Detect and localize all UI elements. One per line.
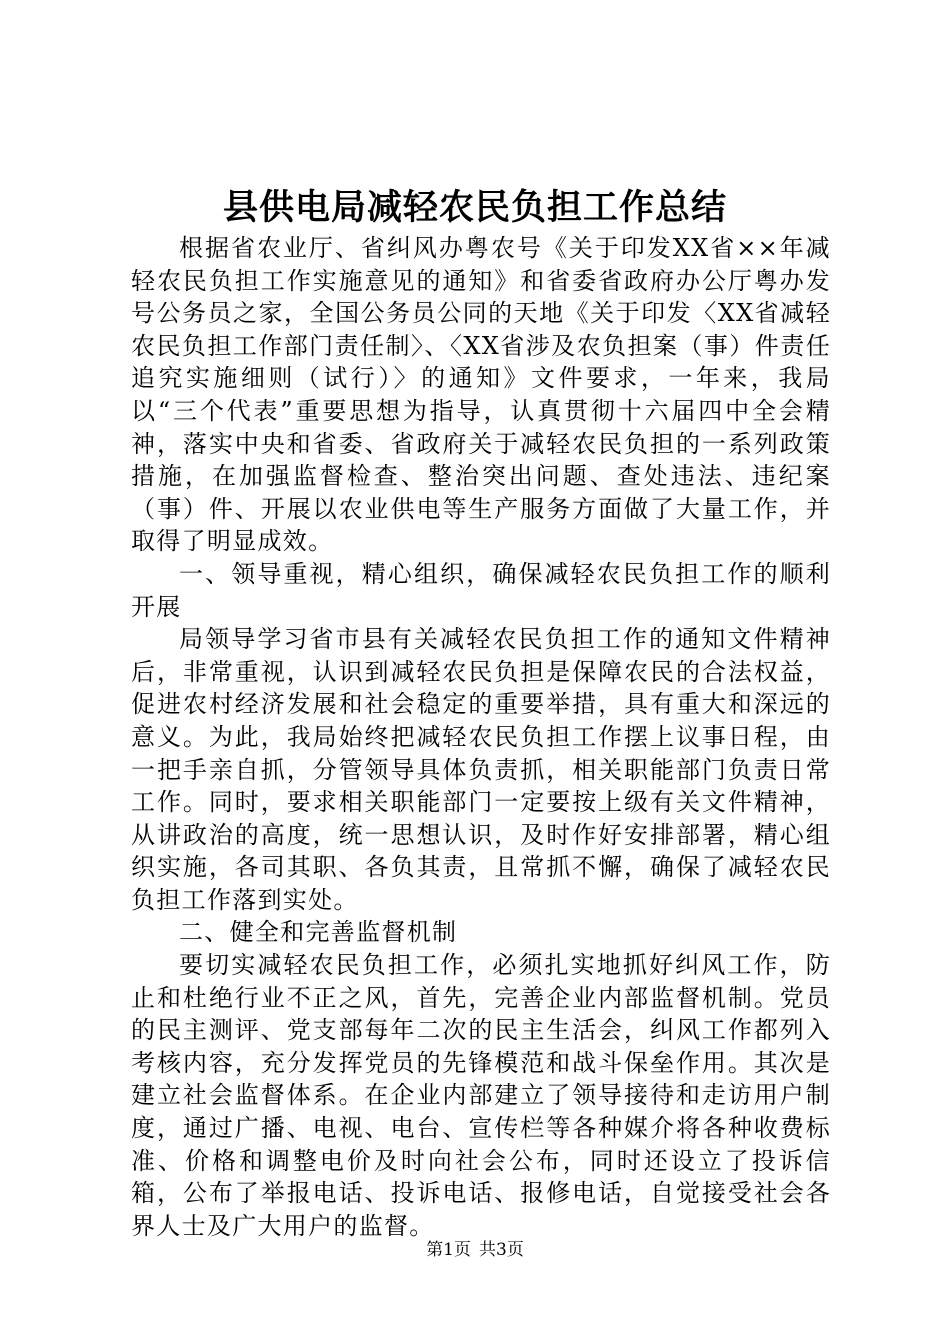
document-body (131, 232, 831, 1242)
section-1-paragraph: 局领导学习省市县有关减轻农民负担工作的通知文件精神后，非常重视，认识到减轻农民负担是保障农民的合法权益，促进农村经济发展和社会稳定的重要举措，具有重大和深远的意义。为此，我局始终把减轻农民负担工作摆上议事日程，由一把手亲自抓，分管领导具体负责抓，相关职能部门负责日常工作。同时，要求相关职能部门一定要按上级有关文件精神，从讲政治的高度，统一思想认识，及时作好安排部署，精心组织实施，各司其职、各负其责，且常抓不懈，确保了减轻农民负担工作落到实处。 (131, 625, 831, 914)
page-total: 共3页 (479, 1240, 524, 1260)
document-title: 县供电局减轻农民负担工作总结 (222, 187, 727, 228)
page-footer (0, 1238, 950, 1262)
section-heading-1: 一、领导重视，精心组织，确保减轻农民负担工作的顺利开展 (131, 559, 831, 621)
page-number: 第1页 (426, 1240, 471, 1260)
section-2-paragraph: 要切实减轻农民负担工作，必须扎实地抓好纠风工作，防止和杜绝行业不正之风，首先，完善企业内部监督机制。党员的民主测评、党支部每年二次的民主生活会，纠风工作都列入考核内容，充分发挥党员的先锋模范和战斗保垒作用。其次是建立社会监督体系。在企业内部建立了领导接待和走访用户制度，通过广播、电视、电台、宣传栏等各种媒介将各种收费标准、价格和调整电价及时向社会公布，同时还设立了投诉信箱，公布了举报电话、投诉电话、报修电话，自觉接受社会各界人士及广大用户的监督。 (131, 951, 831, 1240)
section-heading-2: 二、健全和完善监督机制 (179, 918, 458, 947)
intro-paragraph: 根据省农业厅、省纠风办粤农号《关于印发XX省××年减轻农民负担工作实施意见的通知》和省委省政府办公厅粤办发号公务员之家，全国公务员公同的天地《关于印发〈XX省减轻农民负担工作部门责任制〉、〈XX省涉及农负担案（事）件责任追究实施细则（试行）〉的通知》文件要求，一年来，我局以“三个代表”重要思想为指导，认真贯彻十六届四中全会精神，落实中央和省委、省政府关于减轻农民负担的一系列政策措施，在加强监督检查、整治突出问题、查处违法、违纪案（事）件、开展以农业供电等生产服务方面做了大量工作，并取得了明显成效。 (131, 234, 831, 556)
